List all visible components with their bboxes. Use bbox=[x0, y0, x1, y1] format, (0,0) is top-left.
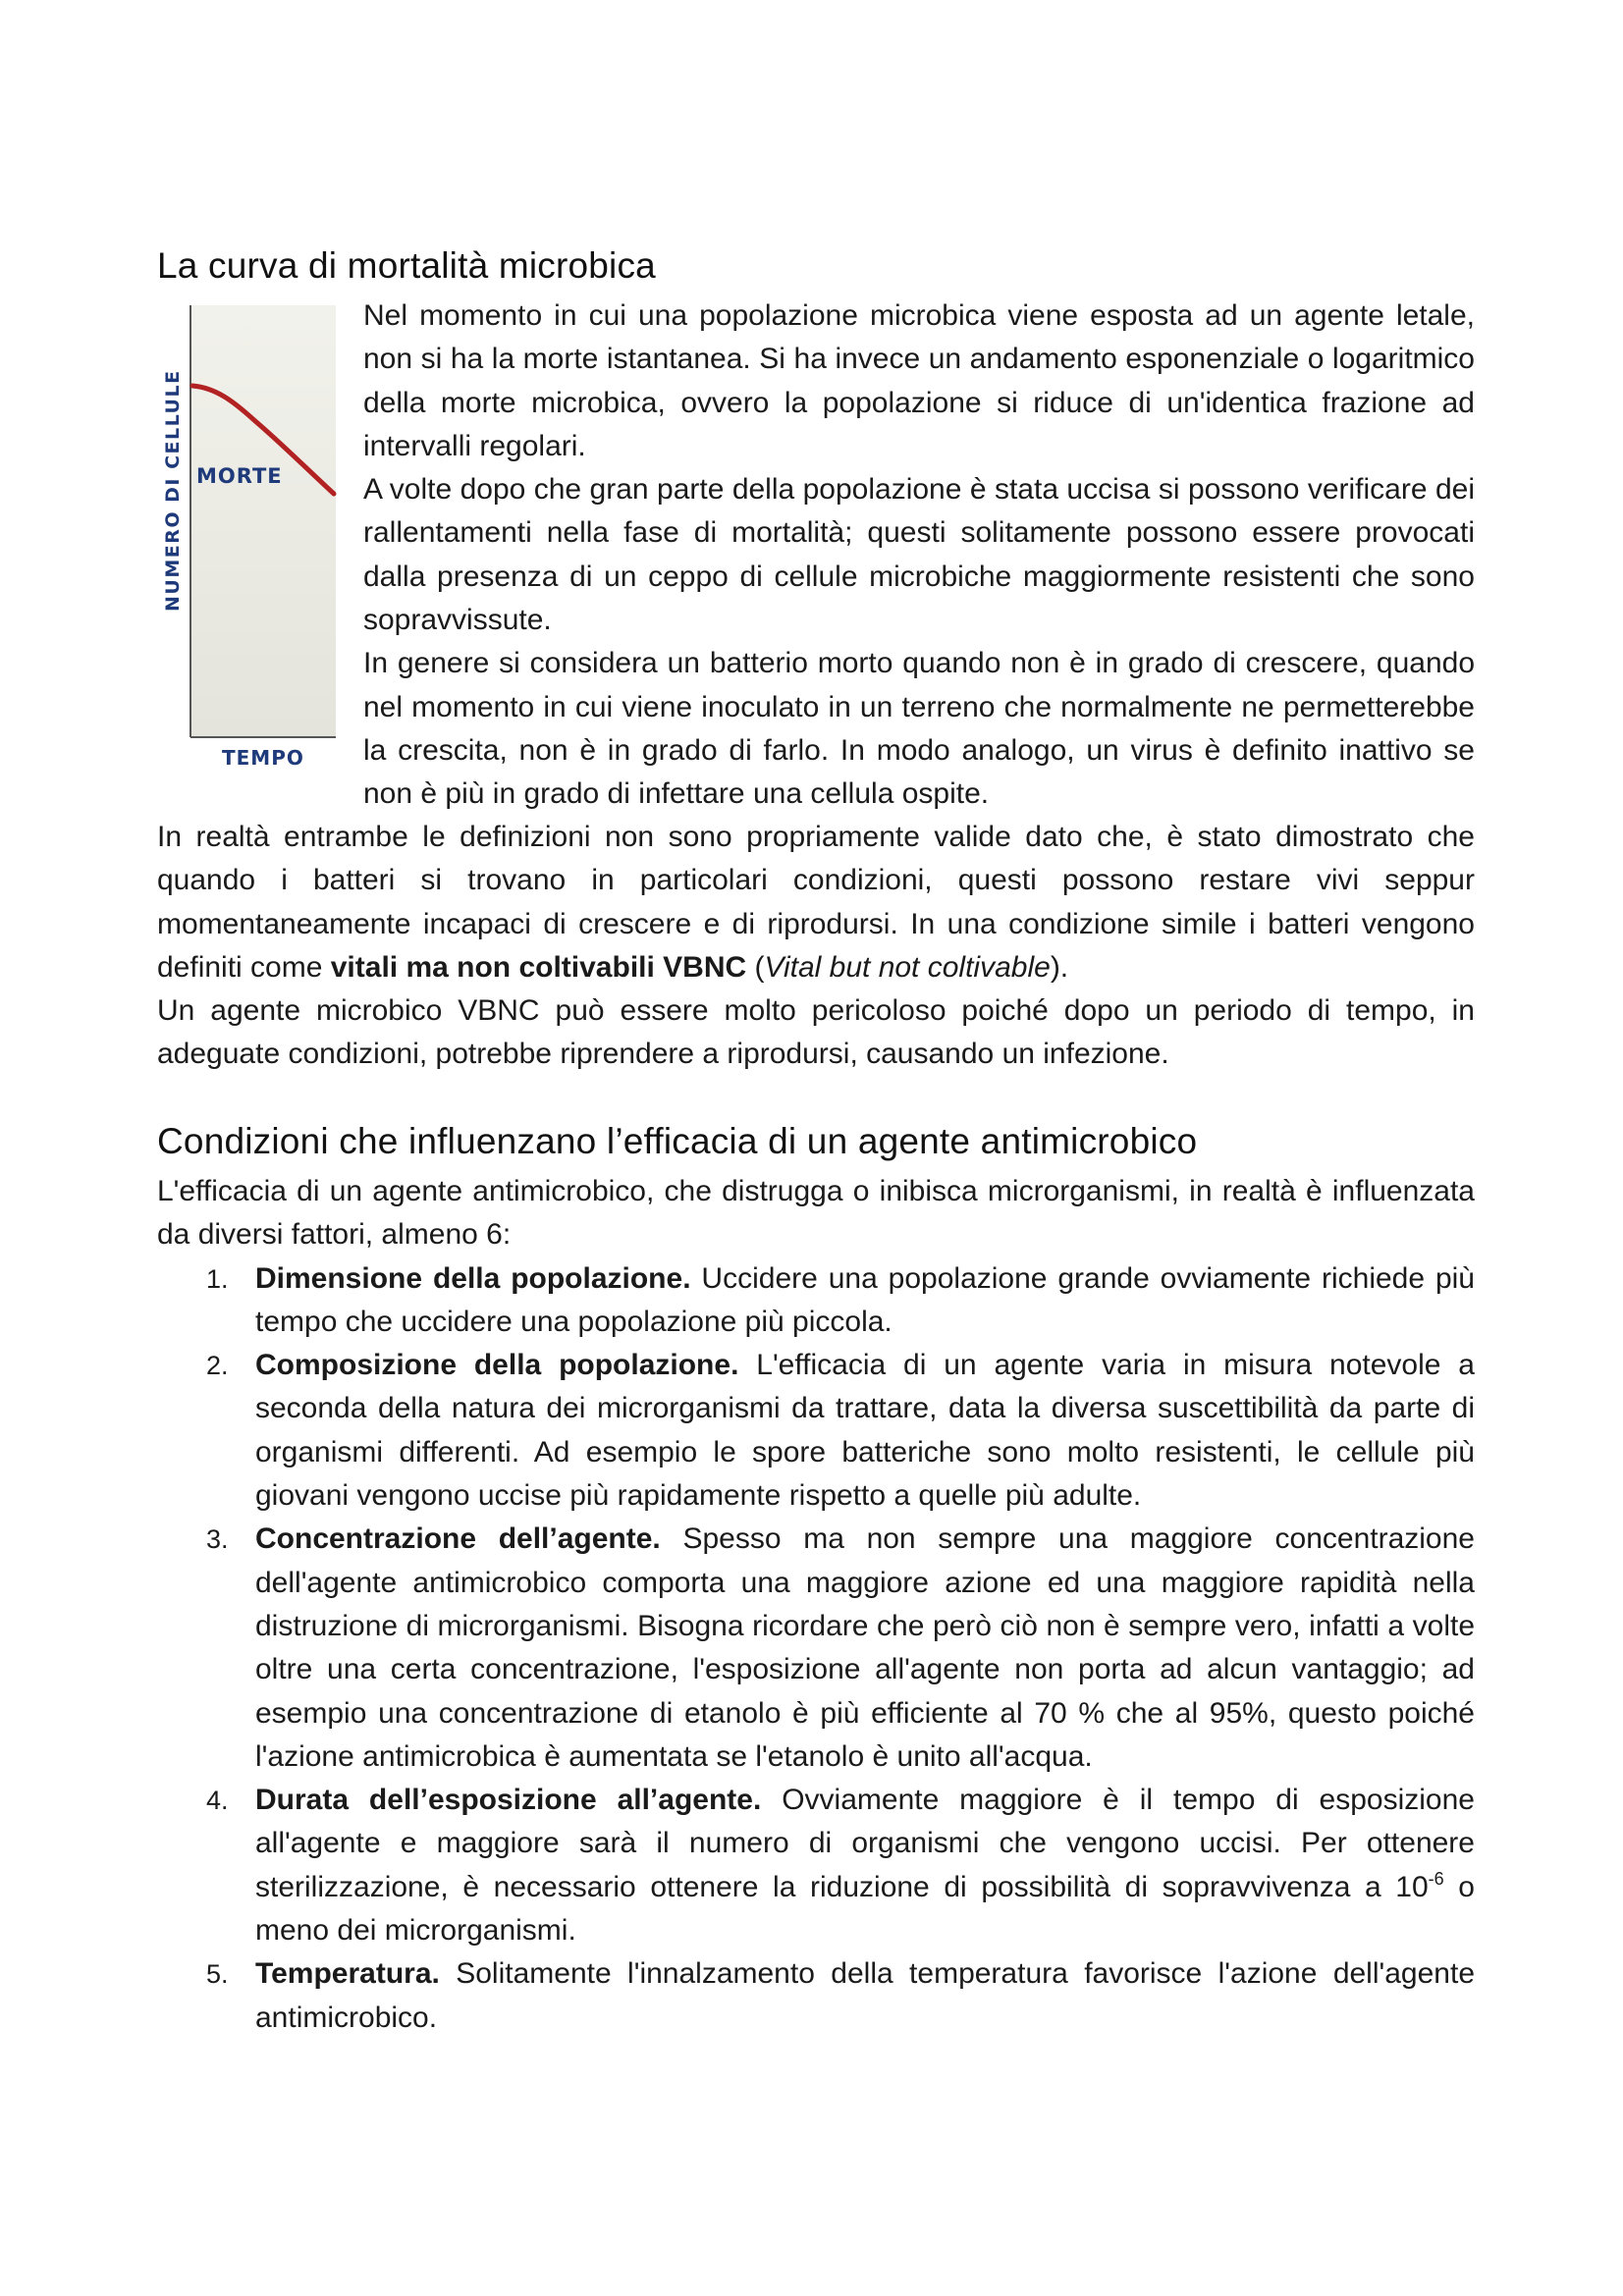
list-item bbox=[157, 1779, 1475, 1952]
paragraph: Un agente microbico VBNC può essere molto pericoloso poiché dopo un periodo di tempo, in adeguate condizioni, potrebbe riprendere a riprodursi, causando un infezione. bbox=[157, 994, 1475, 1071]
paragraph bbox=[157, 816, 1475, 989]
list-number: 1. bbox=[206, 1263, 229, 1294]
section-title-conditions: Condizioni che influenzano l’efficacia di un agente antimicrobico bbox=[157, 1121, 1198, 1161]
paragraph: Nel momento in cui una popolazione microbica viene esposta ad un agente letale, non si ha la morte istantanea. Si ha invece un andamento esponenziale o logaritmico della morte microbica, ovvero la popolazione si riduce di un'identica frazione ad intervalli regolari. bbox=[363, 299, 1475, 462]
text-run: In realtà entrambe le definizioni non sono propriamente valide dato che, è stato dimostrato che quando i batteri si trovano in particolari condizioni, questi possono restare vivi seppur momentaneamente incapaci di crescere e di riprodursi. In una condizione simile i batteri vengono definiti come bbox=[157, 821, 1475, 984]
paragraph: In genere si considera un batterio morto quando non è in grado di crescere, quando nel momento in cui viene inoculato in un terreno che normalmente ne permetterebbe la crescita, non è in grado di farlo. In modo analogo, un virus è definito inattivo se non è più in grado di infettare una cellula ospite. bbox=[363, 647, 1475, 811]
item-title: Temperatura. bbox=[255, 1957, 440, 1991]
vbnc-text-block bbox=[157, 816, 1475, 1077]
list-item bbox=[157, 1344, 1475, 1518]
item-text: L'efficacia di un agente varia in misura notevole a seconda della natura dei microrganismi da trattare, data la diversa suscettibilità da parte di organismi differenti. Ad esempio le spore batteriche sono molto resistenti, le cellule più giovani vengono uccise più rapidamente rispetto a quelle più adulte. bbox=[255, 1349, 1475, 1513]
italic-term: Vital but not coltivable bbox=[764, 950, 1051, 984]
mortality-curve-chart bbox=[157, 299, 344, 771]
y-axis-label: NUMERO DI CELLULE bbox=[162, 369, 184, 612]
item-title: Composizione della popolazione. bbox=[255, 1349, 739, 1382]
x-axis-label: TEMPO bbox=[222, 746, 304, 770]
paragraph: A volte dopo che gran parte della popolazione è stata uccisa si possono verificare dei rallentamenti nella fase di mortalità; questi solitamente possono essere provocati dalla presenza di un ceppo di cellule microbiche maggiormente resistenti che sono sopravvissute. bbox=[363, 473, 1475, 637]
text-run: ). bbox=[1050, 950, 1069, 984]
plot-background bbox=[190, 305, 336, 737]
item-text: Solitamente l'innalzamento della temperatura favorisce l'azione dell'agente antimicrobico. bbox=[255, 1957, 1475, 2034]
text-run: ( bbox=[746, 950, 765, 984]
item-title: Durata dell’esposizione all’agente. bbox=[255, 1784, 762, 1817]
item-text: Uccidere una popolazione grande ovviamente richiede più tempo che uccidere una popolazione più piccola. bbox=[255, 1261, 1475, 1338]
bold-term: vitali ma non coltivabili VBNC bbox=[330, 950, 747, 984]
superscript: -6 bbox=[1428, 1868, 1444, 1889]
item-text: Spesso ma non sempre una maggiore concentrazione dell'agente antimicrobico comporta una maggiore azione ed una maggiore rapidità nella distruzione di microrganismi. Bisogna ricordare che però ciò non è sempre vero, infatti a volte oltre una certa concentrazione, l'esposizione all'agente non porta ad alcun vantaggio; ad esempio una concentrazione di etanolo è più efficiente al 70 % che al 95%, questo poiché l'azione antimicrobica è aumentata se l'etanolo è unito all'acqua. bbox=[255, 1522, 1475, 1773]
item-text: Ovviamente maggiore è il tempo di esposizione all'agente e maggiore sarà il numero di organismi che vengono uccisi. Per ottenere sterilizzazione, è necessario ottenere la riduzione di possibilità di sopravvivenza a 10 bbox=[255, 1784, 1475, 1903]
list-number: 3. bbox=[206, 1524, 229, 1555]
item-title: Concentrazione dell’agente. bbox=[255, 1522, 661, 1556]
list-item bbox=[157, 1952, 1475, 2040]
list-number: 2. bbox=[206, 1351, 229, 1381]
mortality-curve-figure bbox=[157, 299, 344, 771]
item-title: Dimensione della popolazione. bbox=[255, 1261, 691, 1295]
factors-list bbox=[157, 1257, 1475, 2040]
list-number: 4. bbox=[206, 1786, 229, 1816]
list-number: 5. bbox=[206, 1959, 229, 1990]
intro-text-block bbox=[363, 294, 1475, 817]
curve-label: MORTE bbox=[196, 464, 283, 488]
conditions-text-block bbox=[157, 1170, 1475, 2040]
section-title-mortality-curve: La curva di mortalità microbica bbox=[157, 245, 656, 286]
paragraph: L'efficacia di un agente antimicrobico, che distrugga o inibisca microrganismi, in realtà è influenzata da diversi fattori, almeno 6: bbox=[157, 1175, 1475, 1252]
list-item bbox=[157, 1257, 1475, 1345]
list-item bbox=[157, 1518, 1475, 1779]
item-text: o meno dei microrganismi. bbox=[255, 1870, 1475, 1948]
